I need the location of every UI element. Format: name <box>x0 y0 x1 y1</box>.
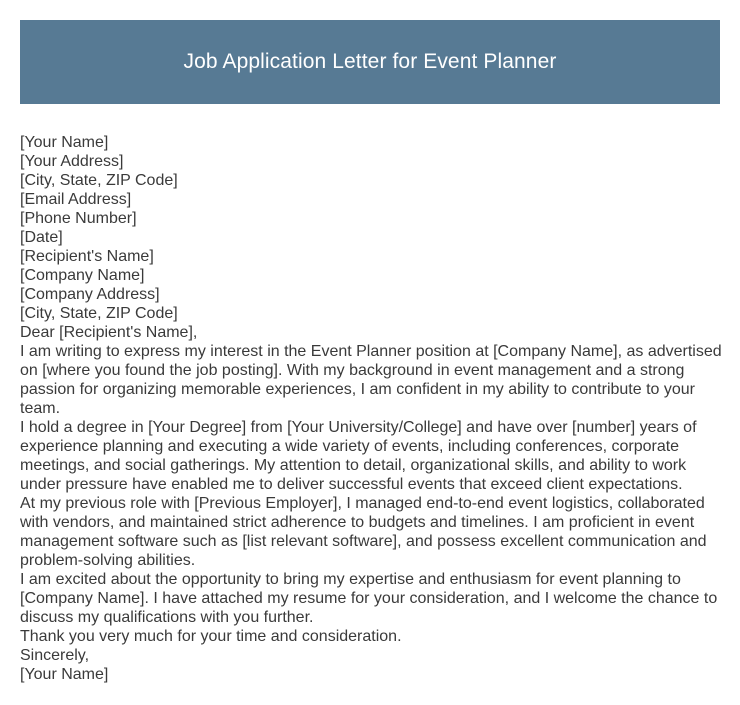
title-banner <box>20 20 720 104</box>
recipient-company: [Company Name] <box>20 267 145 284</box>
sender-name: [Your Name] <box>20 134 109 151</box>
salutation: Dear [Recipient's Name], <box>20 324 198 341</box>
signature: [Your Name] <box>20 666 109 683</box>
sender-address: [Your Address] <box>20 153 124 170</box>
recipient-city-state-zip: [City, State, ZIP Code] <box>20 305 178 322</box>
recipient-company-address: [Company Address] <box>20 286 160 303</box>
recipient-block <box>20 247 725 323</box>
sender-email: [Email Address] <box>20 191 132 208</box>
paragraph-previous-role: At my previous role with [Previous Employer], I managed end-to-end event logistics, collaborated with vendors, and maintained strict adherence to budgets and timelines. I am proficient in event management software such as [list relevant software], and possess excellent communication and problem-solving abilities. <box>20 495 707 569</box>
paragraph-thanks: Thank you very much for your time and consideration. <box>20 628 402 645</box>
sender-phone: [Phone Number] <box>20 210 137 227</box>
closing: Sincerely, <box>20 647 90 664</box>
letter-body <box>20 133 725 684</box>
sender-block <box>20 133 725 228</box>
sender-city-state-zip: [City, State, ZIP Code] <box>20 172 178 189</box>
paragraph-intro: I am writing to express my interest in the Event Planner position at [Company Name], as advertised on [where you found the job posting]. With my background in event management and a strong passion for organizing memorable experiences, I am confident in my ability to contribute to your team. <box>20 343 722 417</box>
paragraph-experience: I hold a degree in [Your Degree] from [Your University/College] and have over [number] years of experience planning and executing a wide variety of events, including conferences, corporate meetings, and social gatherings. My attention to detail, organizational skills, and ability to work under pressure have enabled me to deliver successful events that exceed client expectations. <box>20 419 697 493</box>
paragraph-closing-interest: I am excited about the opportunity to bring my expertise and enthusiasm for event planning to [Company Name]. I have attached my resume for your consideration, and I welcome the chance to discuss my qualifications with you further. <box>20 571 718 626</box>
letter-date: [Date] <box>20 229 63 246</box>
page-title: Job Application Letter for Event Planner <box>183 50 557 73</box>
recipient-name: [Recipient's Name] <box>20 248 154 265</box>
